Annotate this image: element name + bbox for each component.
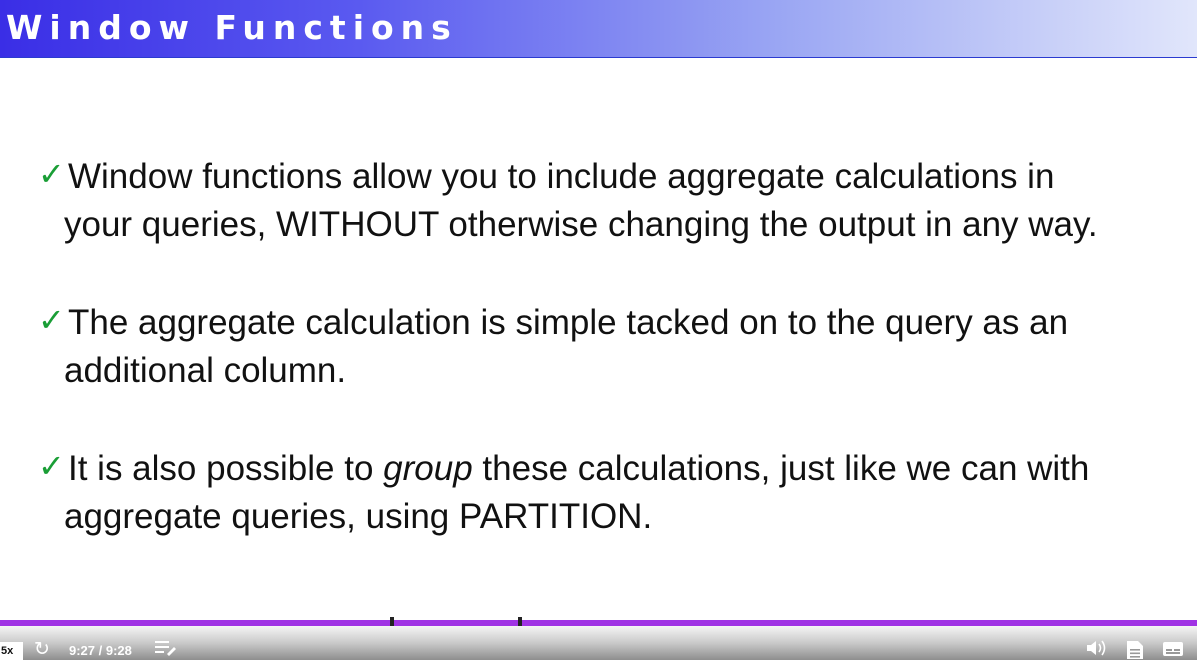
bullet-text-segment: these calculations, just like we can with — [472, 449, 1090, 488]
volume-icon[interactable] — [1086, 639, 1108, 662]
bullet-text-segment: It is also possible to — [68, 449, 384, 488]
time-display: 9:27 / 9:28 — [69, 643, 132, 658]
captions-icon[interactable] — [1162, 641, 1184, 662]
replay-icon[interactable]: ↻ — [34, 639, 50, 660]
transcript-icon[interactable] — [1126, 640, 1144, 665]
playback-speed-button[interactable]: 5x — [0, 642, 23, 660]
bullet-text-line: Window functions allow you to include aggregate calculations in — [68, 157, 1055, 196]
player-controls — [0, 626, 1197, 660]
bullet-text-line: The aggregate calculation is simple tacked on to the query as an — [68, 303, 1069, 342]
checkmark-icon: ✓ — [38, 301, 65, 339]
checkmark-icon: ✓ — [38, 155, 65, 193]
checkmark-icon: ✓ — [38, 447, 65, 485]
bullet-text-line: your queries, WITHOUT otherwise changing the output in any way. — [64, 205, 1098, 244]
title-banner — [0, 0, 1197, 58]
bullet-text-line — [68, 445, 1089, 493]
slide-title: Window Functions — [6, 8, 458, 47]
bullet-text-line: aggregate queries, using PARTITION. — [64, 497, 653, 536]
notes-icon[interactable] — [155, 640, 177, 661]
bullet-text-line: additional column. — [64, 351, 347, 390]
emphasized-word: group — [383, 449, 473, 488]
